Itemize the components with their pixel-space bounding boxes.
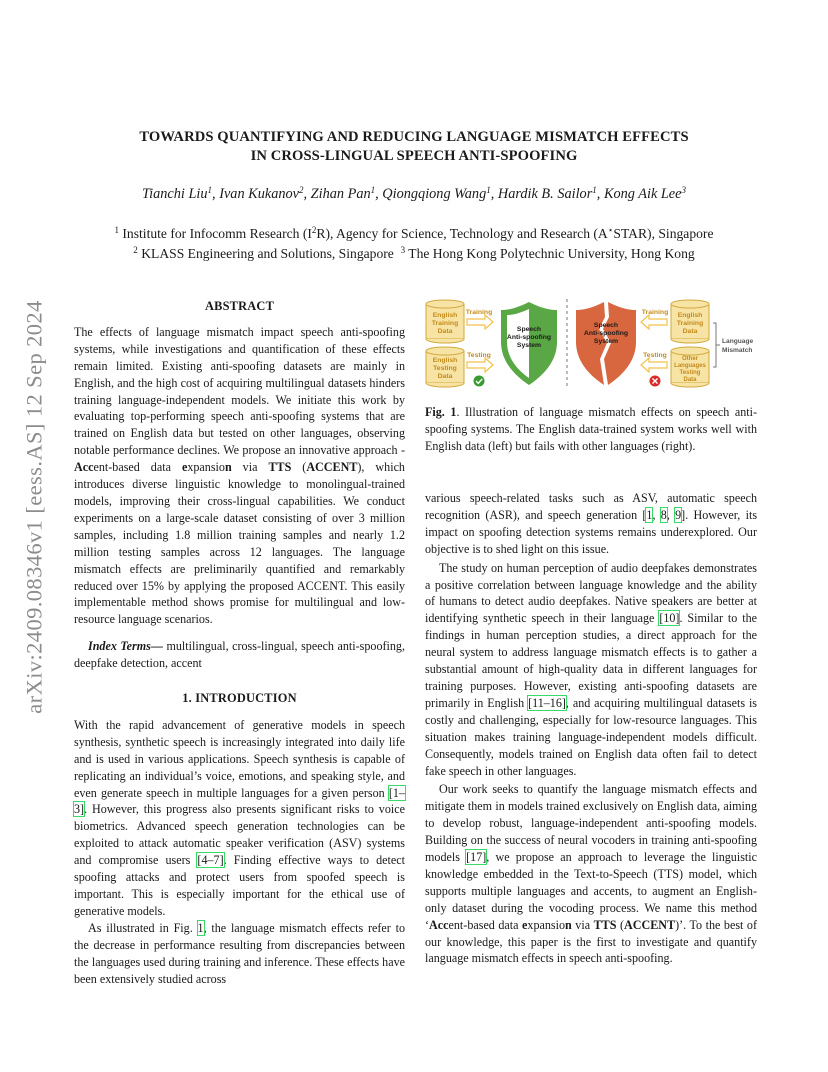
figure-1 <box>421 297 761 389</box>
affiliation-text: KLASS Engineering and Solutions, Singapore <box>141 246 394 261</box>
db-label: Training <box>431 320 459 327</box>
db-label: English <box>432 312 458 319</box>
text: . Finding effective ways to detect spoofing attacks and protect users from spoofed speech is important. This is especially important for the ethical use of generative models. <box>74 853 406 918</box>
shield-icon-working <box>501 302 557 385</box>
testing-arrow-label: Testing <box>467 352 491 359</box>
author-name: Tianchi Liu <box>141 186 208 202</box>
db-label: Data <box>437 373 453 380</box>
left-arrow-icon <box>641 315 667 329</box>
english-testing-data-left <box>426 347 464 387</box>
superscript: 2 <box>311 225 317 235</box>
bold-text: TTS <box>593 917 617 932</box>
citation-link[interactable]: 8 <box>660 507 667 522</box>
bold-text: TTS <box>268 460 292 475</box>
affiliation-number: 1 <box>114 225 119 235</box>
text: , and acquiring multilingual datasets is costly and challenging, especially for low-resource languages. This situation makes training language-independent models difficult. Consequently, models trained on English data often fail to detect fake speech in other languages. <box>425 695 758 778</box>
author-name: Qiongqiong Wang <box>382 186 487 202</box>
intro-paragraph-4 <box>425 560 757 780</box>
affiliation-text: The Hong Kong Polytechnic University, Hong Kong <box>408 246 695 261</box>
author-affiliation-mark: 1 <box>486 185 491 195</box>
bold-text: Acc <box>74 460 94 475</box>
db-label: Data <box>437 328 453 335</box>
text: . However, this progress also presents significant risks to voice biometrics. Advanced speech generation technologies can be exploited to attack automatic speaker verification (ASV) systems and compromise users <box>74 802 405 868</box>
citation-link[interactable]: [4–7] <box>197 853 224 868</box>
author-name: Ivan Kukanov <box>219 186 299 202</box>
training-arrow-label: Training <box>465 309 493 316</box>
testing-arrow-label: Testing <box>643 352 667 359</box>
affiliation-number: 2 <box>133 245 138 255</box>
author-affiliation-mark: 1 <box>207 185 213 195</box>
bold-text: ACCENT <box>624 917 676 932</box>
text: ( <box>291 460 307 475</box>
affiliation-2-3 <box>70 246 758 262</box>
text: The effects of language mismatch impact speech anti-spoofing systems, while investigations and quantification of these effects remain limited. Existing anti-spoofing datasets are mainly in English, and the high cost of acquiring multilingual datasets hinders training language-independent models. We initiate this work by evaluating top-performing speech anti-spoofing systems that are trained on English data but tested on other languages, observing notable performance declines. We propose an innovative approach - <box>74 324 405 458</box>
intro-paragraph-3: various speech-related tasks such as ASV, automatic speech recognition (ASR), and speech generation [1, 8, 9]. However, its impact on spoofing detection systems remains underexplored. Our objective is to shed light on this issue. <box>425 491 758 556</box>
text: . Similar to the findings in human perception studies, a direct approach for the neural system to address language mismatch effects is to gather a substantial amount of high-quality data in different languages for training purposes. However, existing anti-spoofing datasets are primarily in English <box>425 611 758 710</box>
citation-link[interactable]: [1–3] <box>74 785 405 817</box>
text: , we propose an approach to leverage the linguistic knowledge embedded in the Text-to-Speech (TTS) model, which supports multiple languages and accents, to augment an English-only dataset during the vocoding process. We name this method ‘ <box>425 850 758 932</box>
affiliation-text: STAR), Singapore <box>613 226 714 241</box>
text: xpansio <box>527 917 566 932</box>
arxiv-identifier <box>8 272 62 742</box>
check-icon <box>474 376 485 387</box>
abstract-paragraph <box>74 324 405 628</box>
bold-text: n <box>565 917 572 932</box>
figure-link[interactable]: 1 <box>197 920 204 935</box>
english-training-data-right <box>671 300 709 343</box>
shield-label: Speech <box>516 326 542 333</box>
title-line-1: TOWARDS QUANTIFYING AND REDUCING LANGUAGE MISMATCH EFFECTS <box>139 129 689 145</box>
cross-icon <box>650 376 661 387</box>
text: ), which introduces diverse linguistic knowledge to monolingual-trained models, improving their cross-lingual capabilities. We conduct experiments on a large-scale dataset consisting of over 3 million samples, including 1.8 million training samples and nearly 1.2 million testing samples across 12 languages. The language mismatch effects are preliminarily quantified and remarkably reduced over 15% by applying the proposed ACCENT. This easily implementable method shows promise for multilingual and low-resource language scenarios. <box>74 460 405 627</box>
language-mismatch-diagram <box>421 297 761 389</box>
text: , the language mismatch effects refer to the decrease in performance resulting from discrepancies between the languages used during training and inference. These effects have been extensively studied across <box>74 920 406 986</box>
superscript: ⋆ <box>607 225 614 235</box>
affiliation-text: R), Agency for Science, Technology and Research (A <box>316 226 608 241</box>
bold-text: Acc <box>429 917 449 932</box>
english-training-data-left <box>426 300 464 343</box>
bracket-label: Mismatch <box>722 347 753 354</box>
author-name: Kong Aik Lee <box>603 186 682 202</box>
caption-text: . Illustration of language mismatch effects on speech anti-spoofing systems. The English data-trained system works well with English data (left) but fails with other languages (right). <box>425 405 757 453</box>
citation-link[interactable]: [11–16] <box>528 695 566 710</box>
mismatch-bracket <box>713 323 720 367</box>
affiliation-text: Institute for Infocomm Research (I <box>122 226 312 241</box>
db-label: Languages <box>674 363 706 369</box>
db-label: Data <box>683 377 697 383</box>
intro-paragraph-5 <box>425 781 757 967</box>
author-list: Tianchi Liu$^1$, Ivan Kukanov$^2$, Zihan Pan$^1$, Qiongqiong Wang$^1$, Hardik B. Sailor$^1$, Kong Aik Lee$^3$ <box>141 185 687 202</box>
caption-label: Fig. 1 <box>425 405 457 419</box>
citation-link[interactable]: 1 <box>646 507 653 522</box>
citation-link[interactable]: 9 <box>675 507 682 522</box>
text: The study on human perception of audio deepfakes demonstrates a positive correlation between language knowledge and the ability of humans to detect audio deepfakes. Native speakers are better at identifying synthetic speech in their language <box>425 560 757 626</box>
abstract-heading: ABSTRACT <box>204 299 275 313</box>
figure-caption <box>425 404 757 455</box>
author-name: Zihan Pan <box>310 186 371 202</box>
db-label: English <box>432 357 458 364</box>
right-arrow-icon <box>467 358 493 372</box>
shield-label: System <box>593 338 619 345</box>
left-arrow-icon <box>641 358 667 372</box>
db-label: Data <box>682 328 698 335</box>
arxiv-id-text: arXiv:2409.08346v1 [eess.AS] 12 Sep 2024 <box>22 300 47 714</box>
bold-text: ACCENT <box>306 460 358 475</box>
text: With the rapid advancement of generative models in speech synthesis, synthetic speech is increasingly integrated into daily life and is used in various applications. Speech synthesis is capable of replicating an individual’s voice, emotions, and speaking style, and even generate speech in multiple languages for a given person <box>74 717 405 800</box>
shield-label: Anti-spoofing <box>506 334 552 341</box>
bracket-label: Language <box>722 338 754 345</box>
intro-paragraph-1 <box>74 717 405 920</box>
author-affiliation-mark: 3 <box>681 185 687 195</box>
db-label: Other <box>681 356 699 362</box>
text: various speech-related tasks such as ASV, automatic speech recognition (ASR), and speech generation <box>425 491 757 522</box>
citation-link[interactable]: [10] <box>659 611 680 626</box>
db-label: Testing <box>433 365 457 372</box>
text: . However, its impact on spoofing detection systems remains underexplored. Our objective is to shed light on this issue. <box>425 507 758 556</box>
db-label: English <box>677 312 703 319</box>
text: xpansio <box>187 460 225 475</box>
author-affiliation-mark: 2 <box>299 185 304 195</box>
shield-label: System <box>516 342 542 349</box>
author-affiliation-mark: 1 <box>370 185 376 195</box>
text: via <box>571 917 594 932</box>
right-arrow-icon <box>467 315 493 329</box>
text: )’. To the best of our knowledge, this paper is the first to investigate and quantify language mismatch effects in speech anti-spoofing. <box>425 917 757 966</box>
training-arrow-label: Training <box>641 309 669 316</box>
title-line-2: IN CROSS-LINGUAL SPEECH ANTI-SPOOFING <box>250 148 578 164</box>
paper-title <box>80 128 748 166</box>
text: via <box>231 460 269 475</box>
bold-text: n <box>224 460 232 475</box>
text: ent-based data <box>448 917 523 932</box>
text: As illustrated in Fig. <box>88 920 198 935</box>
other-languages-testing-data <box>671 347 709 387</box>
left-column <box>74 298 405 987</box>
index-terms <box>74 638 405 672</box>
text: ent-based data <box>93 460 182 475</box>
author-name: Hardik B. Sailor <box>497 186 593 202</box>
index-terms-label: Index Terms— <box>88 639 163 654</box>
text: ( <box>616 917 625 932</box>
db-label: Training <box>676 320 704 327</box>
right-column <box>425 490 757 967</box>
intro-paragraph-2 <box>74 920 405 988</box>
bold-text: e <box>522 917 528 932</box>
affiliation-1 <box>70 226 758 242</box>
db-label: Testing <box>679 370 701 376</box>
citation-link[interactable]: [17] <box>466 850 487 865</box>
index-terms-text: multilingual, cross-lingual, speech anti-spoofing, deepfake detection, accent <box>74 639 405 671</box>
introduction-heading: 1. INTRODUCTION <box>182 691 297 706</box>
broken-shield-icon <box>576 302 636 385</box>
author-affiliation-mark: 1 <box>592 185 597 195</box>
shield-label: Anti-spoofing <box>583 330 629 337</box>
shield-label: Speech <box>593 322 619 329</box>
text: Our work seeks to quantify the language mismatch effects and mitigate them in models trained exclusively on English data, aiming to develop robust, language-independent anti-spoofing models. Building on the success of neural vocoders in training anti-spoofing models <box>425 782 757 865</box>
affiliation-number: 3 <box>400 245 406 255</box>
bold-text: e <box>181 460 188 475</box>
